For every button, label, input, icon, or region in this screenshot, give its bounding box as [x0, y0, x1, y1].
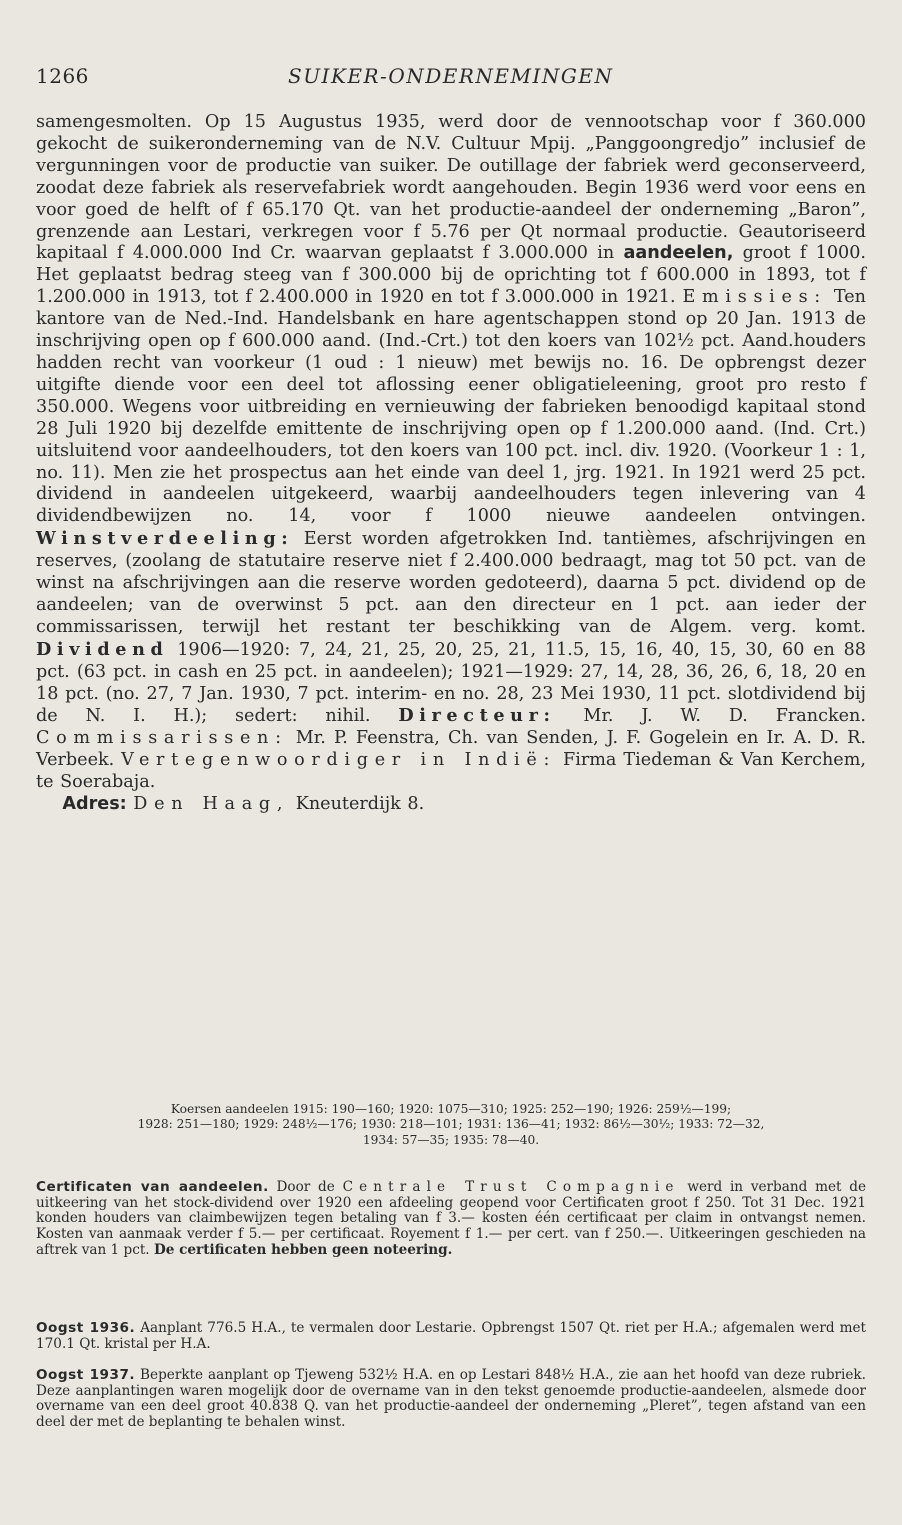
company-description: [36, 112, 866, 816]
oogst-1936-paragraph: Oogst 1936. Aanplant 776.5 H.A., te vermalen door Lestarie. Opbrengst 1507 Qt. riet per H.A.; afgemalen werd met 170.1 Qt. kristal per H.A.: [36, 1320, 866, 1352]
page-number: 1266: [36, 64, 89, 88]
dividend-label: Dividend: [36, 638, 169, 660]
certificaten-note: De certificaten hebben geen noteering.: [153, 1241, 453, 1258]
oogst-1936-label: Oogst 1936.: [36, 1320, 136, 1336]
address-line: [36, 794, 866, 816]
koersen-line: Koersen aandeelen 1915: 190—160; 1920: 1075—310; 1925: 252—190; 1926: 259½—199;: [170, 1102, 732, 1116]
winstverdeeling-label: Winstverdeeling:: [36, 528, 294, 550]
adres-city: Den Haag,: [133, 794, 290, 815]
oogst-1937-label: Oogst 1937.: [36, 1367, 136, 1383]
adres-label: Adres:: [62, 794, 127, 815]
aandeelen-label: aandeelen,: [623, 243, 734, 264]
section-title: SUIKER-ONDERNEMINGEN: [288, 64, 614, 88]
emissies-label: Emissies:: [682, 287, 827, 308]
koersen-line: 1934: 57—35; 1935: 78—40.: [362, 1132, 540, 1147]
commissarissen-label: Commissarissen:: [36, 728, 288, 749]
koersen-block: [36, 1102, 866, 1148]
trust-name: Centrale Trust Compagnie: [342, 1179, 680, 1195]
vertegenwoordiger-label: Vertegenwoordiger in Indië:: [121, 750, 557, 771]
koersen-line: 1928: 251—180; 1929: 248½—176; 1930: 218—101; 1931: 136—41; 1932: 86½—30½; 1933: 72—32,: [137, 1117, 765, 1132]
directeur-label: Directeur:: [398, 705, 556, 727]
certificaten-label: Certificaten van aandeelen.: [36, 1179, 269, 1195]
oogst-1937-paragraph: Oogst 1937. Beperkte aanplant op Tjeweng 532½ H.A. en op Lestari 848½ H.A., zie aan het hoofd van deze rubriek. Deze aanplantingen waren mogelijk door de overname van in den tekst genoemde productie-aandeelen, alsmede door overname van een deel groot 40.838 Q. van het productie-aandeel der onderneming „Pleret”, tegen afstand van een deel der met de beplanting te behalen winst.: [36, 1367, 866, 1431]
main-paragraph: samengesmolten. Op 15 Augustus 1935, werd door de vennootschap voor f 360.000 gekocht de suikeronderneming van de N.V. Cultuur Mpij. „Panggoongredjo” inclusief de vergunningen voor de productie van suiker. De outillage der fabriek werd geconserveerd, zoodat deze fabriek als reservefabriek wordt aangehouden. Begin 1936 werd voor eens en voor goed de helft of f 65.170 Qt. van het productie-aandeel der onderneming „Baron”, grenzende aan Lestari, verkregen voor f 5.76 per Qt normaal productie. Geautoriseerd kapitaal f 4.000.000 Ind Cr. waarvan geplaatst f 3.000.000 in aandeelen, groot f 1000. Het geplaatst bedrag steeg van f 300.000 bij de oprichting tot f 600.000 in 1893, tot f 1.200.000 in 1913, tot f 2.400.000 in 1920 en tot f 3.000.000 in 1921. Emissies: Ten kantore van de Ned.-Ind. Handelsbank en hare agentschappen stond op 20 Jan. 1913 de inschrijving open op f 600.000 aand. (Ind.-Crt.) tot den koers van 102½ pct. Aand.houders hadden recht van voorkeur (1 oud : 1 nieuw) met bewijs no. 16. De opbrengst dezer uitgifte diende voor een deel tot aflossing eener obligatieleening, groot pro resto f 350.000. Wegens voor uitbreiding en vernieuwing der fabrieken benoodigd kapitaal stond 28 Juli 1920 bij dezelfde emittente de inschrijving open op f 1.200.000 aand. (Ind. Crt.) uitsluitend voor aandeelhouders, tot den koers van 100 pct. incl. div. 1920. (Voorkeur 1 : 1, no. 11). Men zie het prospectus aan het einde van deel 1, jrg. 1921. In 1921 werd 25 pct. dividend in aandeelen uitgekeerd, waarbij aandeelhouders tegen inlevering van 4 dividendbewijzen no. 14, voor f 1000 nieuwe aandeelen ontvingen. Winstverdeeling: Eerst worden afgetrokken Ind. tantièmes, afschrijvingen en reserves, (zoolang de statutaire reserve niet f 2.400.000 bedraagt, mag tot 50 pct. van de winst na afschrijvingen aan die reserve worden gedoteerd), daarna 5 pct. dividend op de aandeelen; van de overwinst 5 pct. aan den directeur en 1 pct. aan ieder der commissarissen, terwijl het restant ter beschikking van de Algem. verg. komt. Dividend 1906—1920: 7, 24, 21, 25, 20, 25, 21, 11.5, 15, 16, 40, 15, 30, 60 en 88 pct. (63 pct. in cash en 25 pct. in aandeelen); 1921—1929: 27, 14, 28, 36, 26, 6, 18, 20 en 18 pct. (no. 27, 7 Jan. 1930, 7 pct. interim- en no. 28, 23 Mei 1930, 11 pct. slotdividend bij de N. I. H.); sedert: nihil. Directeur: Mr. J. W. D. Francken. Commissarissen: Mr. P. Feenstra, Ch. van Senden, J. F. Gogelein en Ir. A. D. R. Verbeek. Vertegenwoordiger in Indië: Firma Tiedeman & Van Kerchem, te Soerabaja.: [36, 112, 867, 793]
adres-street: Kneuterdijk 8.: [289, 794, 425, 815]
certificaten-paragraph: Certificaten van aandeelen. Door de Centrale Trust Compagnie werd in verband met de uitkeering van het stock-dividend over 1920 een afdeeling geopend voor Certificaten groot f 250. Tot 31 Dec. 1921 konden houders van claimbewijzen tegen betaling van f 3.— kosten één certificaat per claim in ontvangst nemen. Kosten van aanmaak verder f 5.— per certificaat. Royement f 1.— per cert. van f 250.—. Uitkeeringen geschieden na aftrek van 1 pct. De certificaten hebben geen noteering.: [36, 1179, 866, 1258]
